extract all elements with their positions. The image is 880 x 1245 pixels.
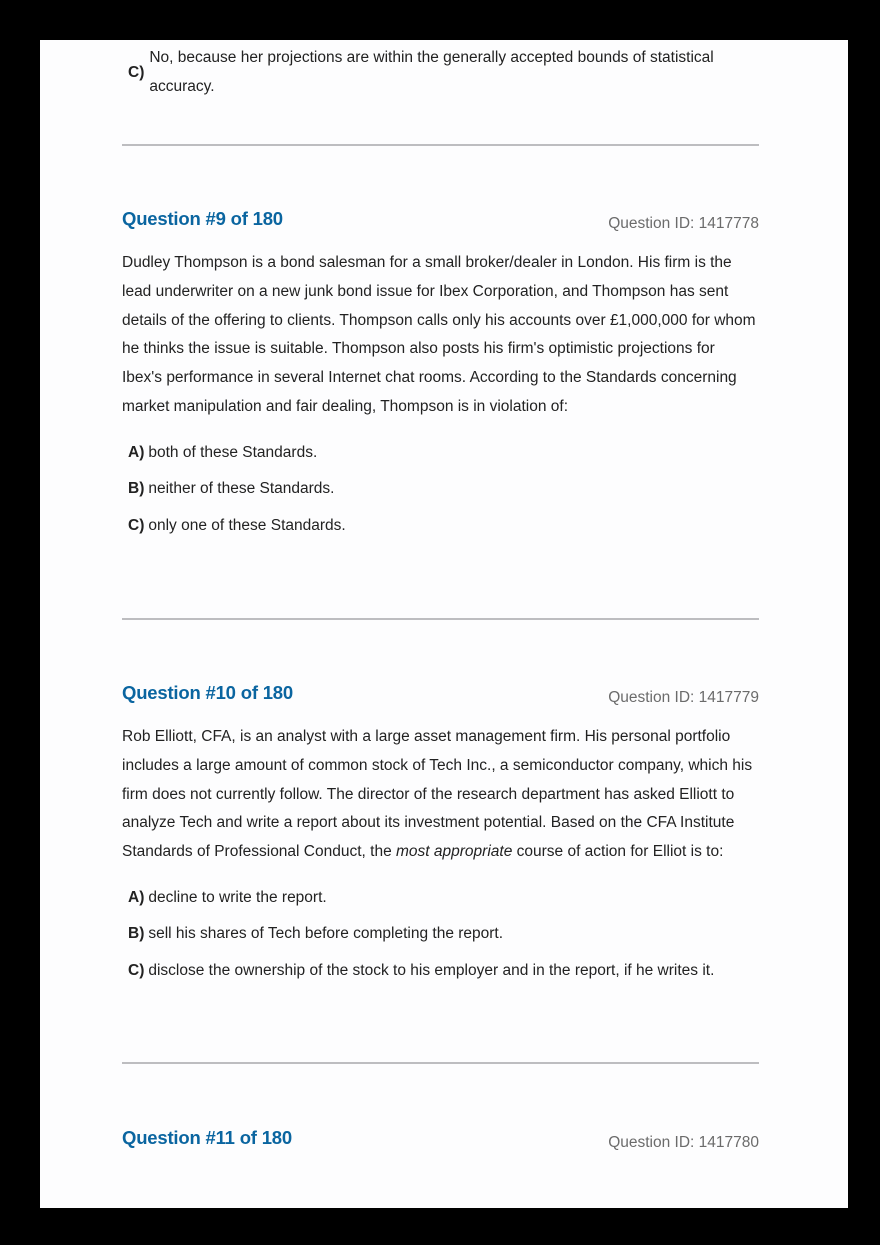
answer-choice-b[interactable] bbox=[128, 474, 759, 503]
question-header bbox=[122, 1127, 759, 1149]
previous-question-tail bbox=[122, 43, 759, 101]
choice-text: neither of these Standards. bbox=[148, 480, 335, 498]
question-divider bbox=[122, 618, 759, 620]
answer-choice-c[interactable] bbox=[128, 511, 759, 540]
choice-text: sell his shares of Tech before completing the report. bbox=[148, 925, 504, 943]
question-stem-emphasis: most appropriate bbox=[396, 843, 513, 861]
choice-letter: A) bbox=[128, 888, 145, 906]
question-stem: Dudley Thompson is a bond salesman for a small broker/dealer in London. His firm is the lead underwriter on a new junk bond issue for Ibex Corporation, and Thompson has sent details of the offering to clients. Thompson calls only his accounts over £1,000,000 for whom he thinks the issue is suitable. Thompson also posts his firm's optimistic projections for Ibex's performance in several Internet chat rooms. According to the Standards concerning market manipulation and fair dealing, Thompson is in violation of: bbox=[122, 254, 756, 415]
answer-choices bbox=[122, 883, 759, 985]
choice-letter: C) bbox=[128, 63, 145, 81]
question-stem bbox=[122, 723, 759, 867]
choice-letter: C) bbox=[128, 961, 145, 979]
question-id: Question ID: 1417779 bbox=[608, 689, 759, 706]
choice-letter: B) bbox=[128, 480, 145, 498]
question-divider bbox=[122, 1062, 759, 1064]
choice-text: No, because her projections are within the generally accepted bounds of statistical accuracy. bbox=[149, 49, 714, 95]
answer-choice-b[interactable] bbox=[128, 919, 759, 948]
question-stem-text: Rob Elliott, CFA, is an analyst with a large asset management firm. His personal portfolio includes a large amount of common stock of Tech Inc., a semiconductor company, which his firm does not currently follow. The director of the research department has asked Elliott to analyze Tech and write a report about its investment potential. Based on the CFA Institute Standards of Professional Conduct, the bbox=[122, 728, 753, 861]
question-block-10 bbox=[122, 682, 759, 992]
question-header bbox=[122, 208, 759, 230]
answer-choice-c[interactable] bbox=[128, 43, 759, 101]
question-id: Question ID: 1417778 bbox=[608, 215, 759, 232]
answer-choices bbox=[122, 438, 759, 540]
answer-choice-a[interactable] bbox=[128, 883, 759, 912]
question-divider bbox=[122, 144, 759, 146]
question-title: Question #10 of 180 bbox=[122, 682, 293, 703]
choice-text: disclose the ownership of the stock to his employer and in the report, if he writes it. bbox=[148, 961, 715, 979]
choice-letter: A) bbox=[128, 443, 145, 461]
question-header bbox=[122, 682, 759, 704]
choice-text: decline to write the report. bbox=[148, 888, 327, 906]
question-id: Question ID: 1417780 bbox=[608, 1134, 759, 1151]
choice-text: both of these Standards. bbox=[148, 443, 318, 461]
question-title: Question #9 of 180 bbox=[122, 208, 283, 229]
question-block-9 bbox=[122, 208, 759, 547]
choice-letter: C) bbox=[128, 516, 145, 534]
question-stem-text-end: course of action for Elliot is to: bbox=[512, 843, 724, 861]
answer-choice-a[interactable] bbox=[128, 438, 759, 467]
answer-choice-c[interactable] bbox=[128, 956, 759, 985]
choice-letter: B) bbox=[128, 925, 145, 943]
choice-text: only one of these Standards. bbox=[148, 516, 346, 534]
question-title: Question #11 of 180 bbox=[122, 1127, 292, 1148]
question-block-11 bbox=[122, 1127, 759, 1149]
document-page bbox=[40, 40, 848, 1208]
